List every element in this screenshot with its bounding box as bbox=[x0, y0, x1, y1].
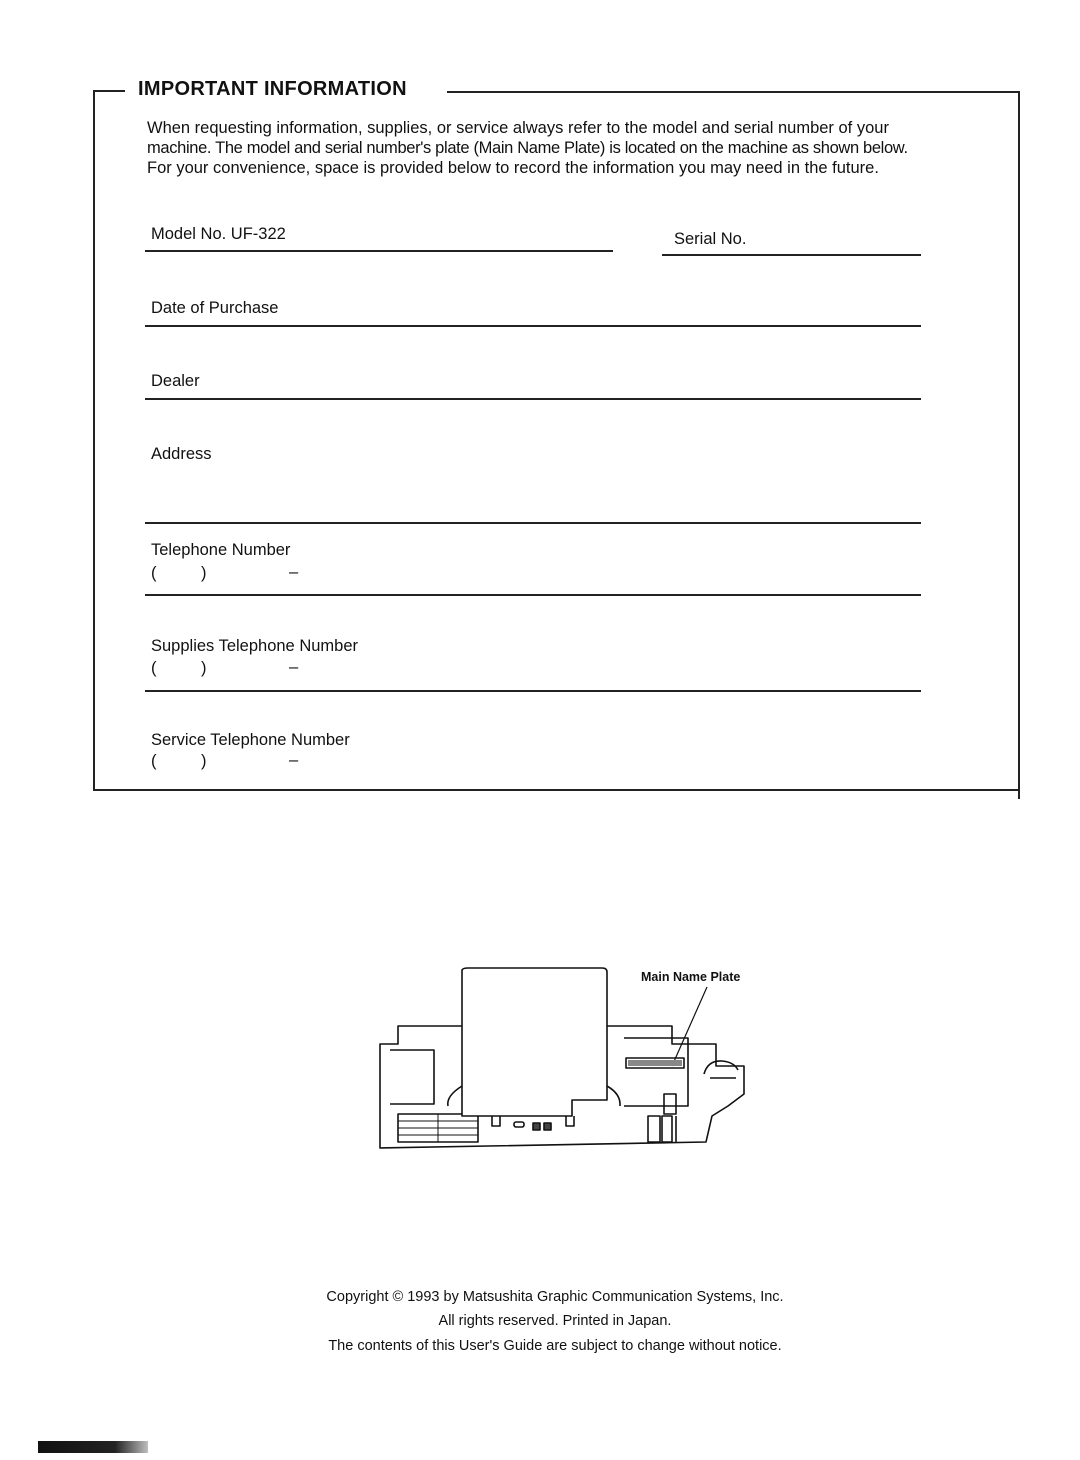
box-border-top-left bbox=[93, 90, 125, 92]
intro-line-3: For your convenience, space is provided below to record the information you may need in the future. bbox=[147, 159, 879, 177]
dealer-label: Dealer bbox=[151, 372, 200, 390]
main-name-plate bbox=[628, 1060, 682, 1066]
dealer-line[interactable] bbox=[145, 398, 921, 400]
model-number-line[interactable] bbox=[145, 250, 613, 252]
scan-artifact bbox=[38, 1441, 148, 1453]
address-line[interactable] bbox=[145, 522, 921, 524]
box-title: IMPORTANT INFORMATION bbox=[138, 78, 407, 100]
telephone-open-paren: ( bbox=[151, 564, 157, 582]
rights-text: All rights reserved. Printed in Japan. bbox=[438, 1313, 672, 1329]
service-telephone-dash: – bbox=[289, 751, 299, 769]
intro-line-1: When requesting information, supplies, or service always refer to the model and serial number of your bbox=[147, 119, 889, 137]
telephone-close-paren: ) bbox=[201, 564, 207, 582]
supplies-telephone-open-paren: ( bbox=[151, 659, 157, 677]
supplies-telephone-label: Supplies Telephone Number bbox=[151, 637, 358, 655]
serial-number-line[interactable] bbox=[662, 254, 921, 256]
box-border-top-right bbox=[447, 91, 1020, 93]
supplies-telephone-close-paren: ) bbox=[201, 659, 207, 677]
service-telephone-label: Service Telephone Number bbox=[151, 731, 350, 749]
box-border-left bbox=[93, 90, 95, 790]
box-border-right bbox=[1018, 91, 1020, 799]
telephone-dash: – bbox=[289, 563, 299, 581]
telephone-line[interactable] bbox=[145, 594, 921, 596]
supplies-telephone-dash: – bbox=[289, 658, 299, 676]
serial-number-label: Serial No. bbox=[674, 230, 747, 248]
telephone-label: Telephone Number bbox=[151, 541, 291, 559]
address-label: Address bbox=[151, 445, 212, 463]
date-of-purchase-line[interactable] bbox=[145, 325, 921, 327]
copyright-text: Copyright © 1993 by Matsushita Graphic Communication Systems, Inc. bbox=[326, 1289, 784, 1305]
service-telephone-open-paren: ( bbox=[151, 752, 157, 770]
model-number-label: Model No. UF-322 bbox=[151, 225, 286, 243]
supplies-telephone-line[interactable] bbox=[145, 690, 921, 692]
notice-text: The contents of this User's Guide are subject to change without notice. bbox=[328, 1338, 782, 1354]
box-border-bottom bbox=[93, 789, 1020, 791]
main-name-plate-label: Main Name Plate bbox=[641, 970, 741, 984]
fax-machine-diagram bbox=[376, 966, 756, 1156]
intro-paragraph bbox=[147, 118, 1003, 178]
service-telephone-close-paren: ) bbox=[201, 752, 207, 770]
intro-line-2: machine. The model and serial number's plate (Main Name Plate) is located on the machine as shown below. bbox=[147, 139, 908, 157]
date-of-purchase-label: Date of Purchase bbox=[151, 299, 279, 317]
